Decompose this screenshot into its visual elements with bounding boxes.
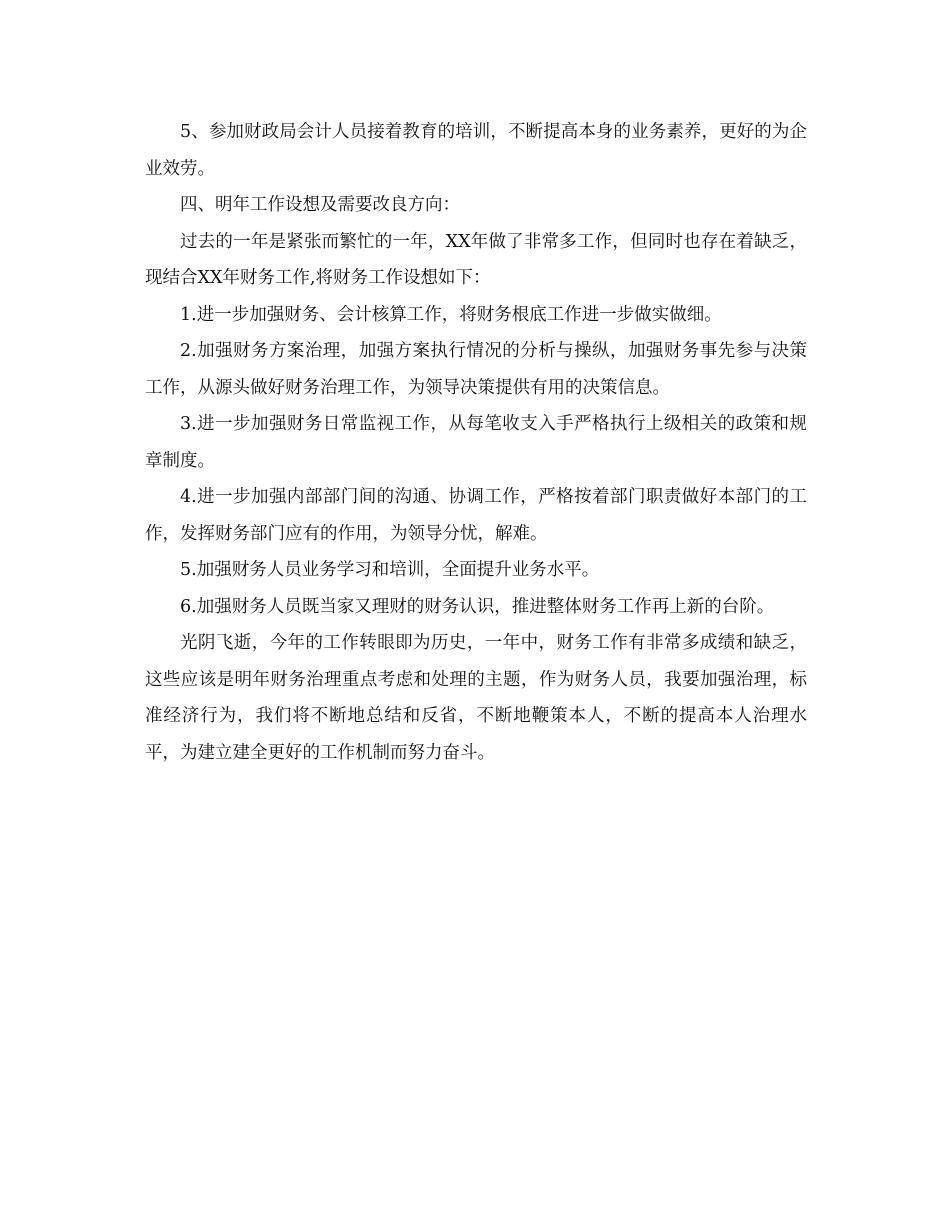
list-item-4: 4.进一步加强内部部门间的沟通、协调工作，严格按着部门职责做好本部门的工作，发挥财务部门应有的作用，为领导分忧，解难。	[145, 487, 807, 544]
paragraph-conclusion: 光阴飞逝，今年的工作转眼即为历史，一年中，财务工作有非常多成绩和缺乏，这些应该是明年财务治理重点考虑和处理的主题，作为财务人员，我要加强治理，标准经济行为，我们将不断地总结和反省，不断地鞭策本人，不断的提高本人治理水平，为建立建全更好的工作机制而努力奋斗。	[145, 633, 807, 763]
list-item-1: 1.进一步加强财务、会计核算工作，将财务根底工作进一步做实做细。	[180, 304, 722, 325]
list-item-6: 6.加强财务人员既当家又理财的财务认识，推进整体财务工作再上新的台阶。	[180, 596, 775, 617]
document-body	[145, 114, 807, 771]
list-item-5: 5.加强财务人员业务学习和培训，全面提升业务水平。	[180, 560, 600, 580]
list-item-2: 2.加强财务方案治理，加强方案执行情况的分析与操纵，加强财务事先参与决策工作，从源头做好财务治理工作，为领导决策提供有用的决策信息。	[145, 341, 807, 398]
section-heading-next-year-plan: 四、明年工作设想及需要改良方向：	[180, 195, 460, 215]
list-item-3: 3.进一步加强财务日常监视工作，从每笔收支入手严格执行上级相关的政策和规章制度。	[145, 414, 807, 471]
paragraph-training: 5、参加财政局会计人员接着教育的培训，不断提高本身的业务素养，更好的为企业效劳。	[145, 122, 807, 179]
paragraph-intro: 过去的一年是紧张而繁忙的一年，XX年做了非常多工作，但同时也存在着缺乏，现结合XX年财务工作,将财务工作设想如下：	[145, 231, 807, 288]
